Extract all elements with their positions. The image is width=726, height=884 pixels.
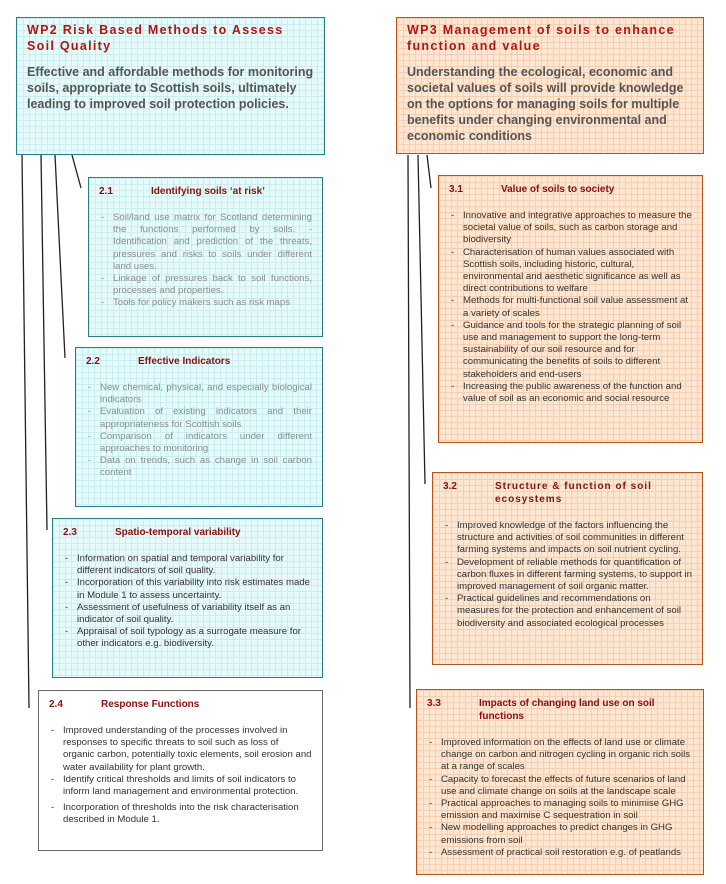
section-title: Effective Indicators — [138, 356, 231, 367]
list-item: - Characterisation of human values associated with Scottish soils, including historic, cultural, environmental and aesthetic significance as well as direct contributions to welfare — [449, 247, 692, 296]
list-item: - Capacity to forecast the effects of future scenarios of land use and climate change on soils at the landscape scale — [427, 774, 693, 798]
list-item: - Soil/land use matrix for Scotland determining the functions performed by soils. - Identification and prediction of the threats, pressures and risks to soils under different land uses. — [99, 212, 312, 273]
section-number: 2.2 — [86, 356, 100, 367]
list-item: - Improved information on the effects of land use or climate change on carbon and nitrogen cycling in organic rich soils at a range of scales — [427, 737, 693, 774]
section-3-3-list — [427, 737, 693, 859]
section-2-1-header — [99, 185, 312, 198]
connector-2-1 — [72, 155, 81, 188]
section-3-3 — [416, 689, 704, 875]
list-item: - Innovative and integrative approaches to measure the societal value of soils, such as carbon storage and biodiversity — [449, 210, 692, 247]
list-item: - Linkage of pressures back to soil functions, processes and properties. — [99, 273, 312, 297]
wp3-title: WP3 Management of soils to enhance function and value — [407, 23, 675, 53]
section-2-4 — [38, 690, 323, 851]
section-number: 3.1 — [449, 184, 463, 195]
section-title: Identifying soils ‘at risk’ — [151, 186, 265, 197]
wp2-box — [16, 17, 325, 155]
section-2-4-header — [49, 698, 312, 711]
list-item: - Incorporation of thresholds into the risk characterisation described in Module 1. — [49, 802, 312, 826]
section-3-1-list — [449, 210, 692, 405]
wp2-description: Effective and affordable methods for monitoring soils, appropriate to Scottish soils, ultimately leading to improved soil protection policies. — [27, 65, 314, 111]
connector-2-2 — [55, 155, 65, 358]
section-2-1-list — [99, 212, 312, 310]
section-3-1-header — [449, 183, 692, 196]
list-item: - New modelling approaches to predict changes in GHG emissions from soil — [427, 822, 693, 846]
list-item: - Increasing the public awareness of the function and value of soil as an economic and social resource — [449, 381, 692, 405]
list-item: - Development of reliable methods for quantification of carbon fluxes in different farming systems, to support in improved management of soil organic matter. — [443, 557, 692, 594]
list-item: - Assessment of usefulness of variability itself as an indicator of soil quality. — [63, 602, 312, 626]
connector-2-3 — [41, 155, 47, 530]
section-2-3-header — [63, 526, 312, 539]
section-number: 3.3 — [427, 698, 441, 709]
section-3-1 — [438, 175, 703, 443]
section-title: Value of soils to society — [501, 184, 615, 195]
section-3-3-header — [427, 697, 693, 723]
section-2-2-list — [86, 382, 312, 480]
section-2-1 — [88, 177, 323, 337]
list-item: - Information on spatial and temporal variability for different indicators of soil quality. — [63, 553, 312, 577]
section-number: 3.2 — [443, 481, 457, 492]
wp3-description: Understanding the ecological, economic and societal values of soils will provide knowledge on the options for managing soils for multiple benefits under changing environmental and economic conditions — [407, 65, 684, 143]
section-2-2 — [75, 347, 323, 507]
section-title: Spatio-temporal variability — [115, 527, 241, 538]
wp2-title: WP2 Risk Based Methods to Assess Soil Quality — [27, 23, 284, 53]
list-item: - Methods for multi-functional soil value assessment at a variety of scales — [449, 295, 692, 319]
list-item: - Incorporation of this variability into risk estimates made in Module 1 to assess uncertainty. — [63, 577, 312, 601]
connector-3-1 — [427, 155, 431, 188]
list-item: - Identify critical thresholds and limits of soil indicators to inform land management and environmental protection. — [49, 774, 312, 798]
list-item: - Data on trends, such as change in soil carbon content — [86, 455, 312, 479]
list-item: - Practical guidelines and recommendations on measures for the protection and enhancement of soil biodiversity and associated ecological processes — [443, 593, 692, 630]
connector-3-3 — [408, 155, 410, 708]
section-3-2-header — [443, 480, 692, 506]
section-number: 2.3 — [63, 527, 77, 538]
connector-3-2 — [418, 155, 425, 484]
section-2-3-list — [63, 553, 312, 651]
section-3-2-list — [443, 520, 692, 630]
list-item: - Appraisal of soil typology as a surrogate measure for other indicators e.g. biodiversity. — [63, 626, 312, 650]
section-2-4-list — [49, 725, 312, 827]
list-item: - Improved understanding of the processes involved in responses to specific threats to soil such as loss of organic carbon, potentially toxic elements, soil erosion and water availability for plant growth. — [49, 725, 312, 774]
section-title: Structure & function of soil ecosystems — [495, 481, 652, 505]
connector-2-4 — [22, 155, 29, 708]
wp3-box — [396, 17, 704, 154]
section-number: 2.1 — [99, 186, 113, 197]
list-item: - Evaluation of existing indicators and their appropriateness for Scottish soils — [86, 406, 312, 430]
section-2-3 — [52, 518, 323, 678]
section-2-2-header — [86, 355, 312, 368]
list-item: - Guidance and tools for the strategic planning of soil use and management to support the long-term sustainability of our soil resource and for communicating the benefits of soils to different stakeholders and end-users — [449, 320, 692, 381]
list-item: - Assessment of practical soil restoration e.g. of peatlands — [427, 847, 693, 859]
section-3-2 — [432, 472, 703, 665]
section-title: Impacts of changing land use on soil functions — [479, 698, 655, 722]
list-item: - Tools for policy makers such as risk maps — [99, 297, 312, 309]
list-item: - Comparison of indicators under different approaches to monitoring — [86, 431, 312, 455]
list-item: - New chemical, physical, and especially biological indicators — [86, 382, 312, 406]
list-item: - Practical approaches to managing soils to minimise GHG emission and maximise C sequestration in soil — [427, 798, 693, 822]
section-number: 2.4 — [49, 699, 63, 710]
section-title: Response Functions — [101, 699, 200, 710]
list-item: - Improved knowledge of the factors influencing the structure and activities of soil communities in different farming systems and impacts on soil nutrient cycling. — [443, 520, 692, 557]
